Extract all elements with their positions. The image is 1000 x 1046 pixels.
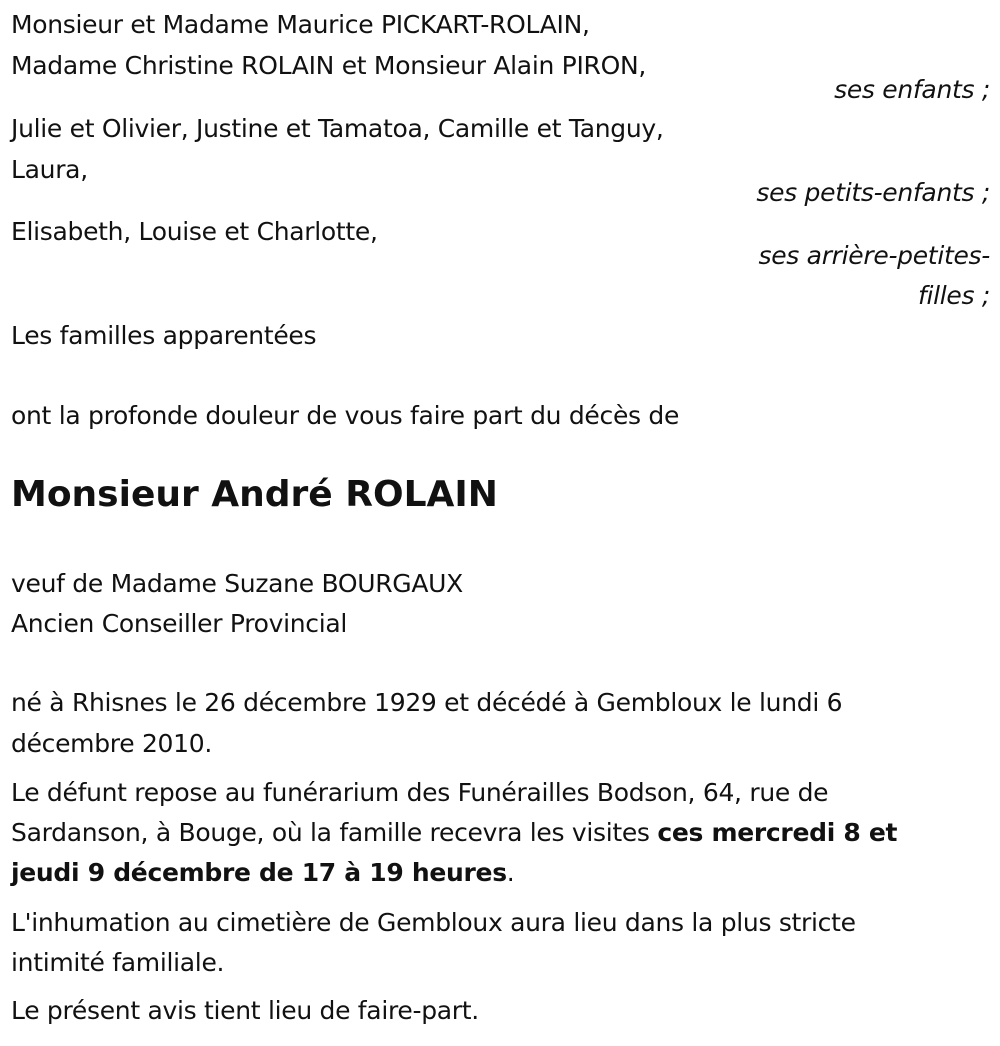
role-grandchildren: ses petits-enfants ; — [756, 178, 990, 207]
family-grandchildren-line-2: Laura, — [11, 155, 88, 184]
viewing-line-2-text: Sardanson, à Bouge, où la famille recevra les visites — [11, 818, 658, 847]
viewing-dates-bold-2: jeudi 9 décembre de 17 à 19 heures — [11, 858, 507, 887]
birth-death-line-2: décembre 2010. — [11, 729, 213, 758]
role-children: ses enfants ; — [834, 75, 990, 104]
family-children-line-1: Monsieur et Madame Maurice PICKART-ROLAIN, — [11, 10, 590, 39]
family-relatives: Les familles apparentées — [11, 321, 317, 350]
viewing-line-3 — [11, 860, 514, 885]
deceased-widower-of: veuf de Madame Suzane BOURGAUX — [11, 569, 464, 598]
burial-line-2: intimité familiale. — [11, 948, 225, 977]
viewing-line-1: Le défunt repose au funérarium des Funérailles Bodson, 64, rue de — [11, 778, 829, 807]
role-great-grandchildren-line-2: filles ; — [917, 281, 990, 310]
role-great-grandchildren-line-1: ses arrière-petites- — [758, 241, 990, 270]
family-children-line-2: Madame Christine ROLAIN et Monsieur Alain PIRON, — [11, 51, 647, 80]
burial-line-1: L'inhumation au cimetière de Gembloux aura lieu dans la plus stricte — [11, 908, 856, 937]
closing-text: Le présent avis tient lieu de faire-part. — [11, 996, 479, 1025]
family-grandchildren-line-1: Julie et Olivier, Justine et Tamatoa, Camille et Tanguy, — [11, 114, 664, 143]
viewing-line-2 — [11, 820, 897, 845]
birth-death-line-1: né à Rhisnes le 26 décembre 1929 et décédé à Gembloux le lundi 6 — [11, 688, 843, 717]
deceased-name: Monsieur André ROLAIN — [11, 474, 498, 515]
viewing-line-3-end: . — [506, 858, 515, 887]
deceased-title: Ancien Conseiller Provincial — [11, 609, 348, 638]
family-great-grandchildren-line-1: Elisabeth, Louise et Charlotte, — [11, 217, 378, 246]
announcement-text: ont la profonde douleur de vous faire part du décès de — [11, 401, 680, 430]
viewing-dates-bold-1: ces mercredi 8 et — [657, 818, 898, 847]
